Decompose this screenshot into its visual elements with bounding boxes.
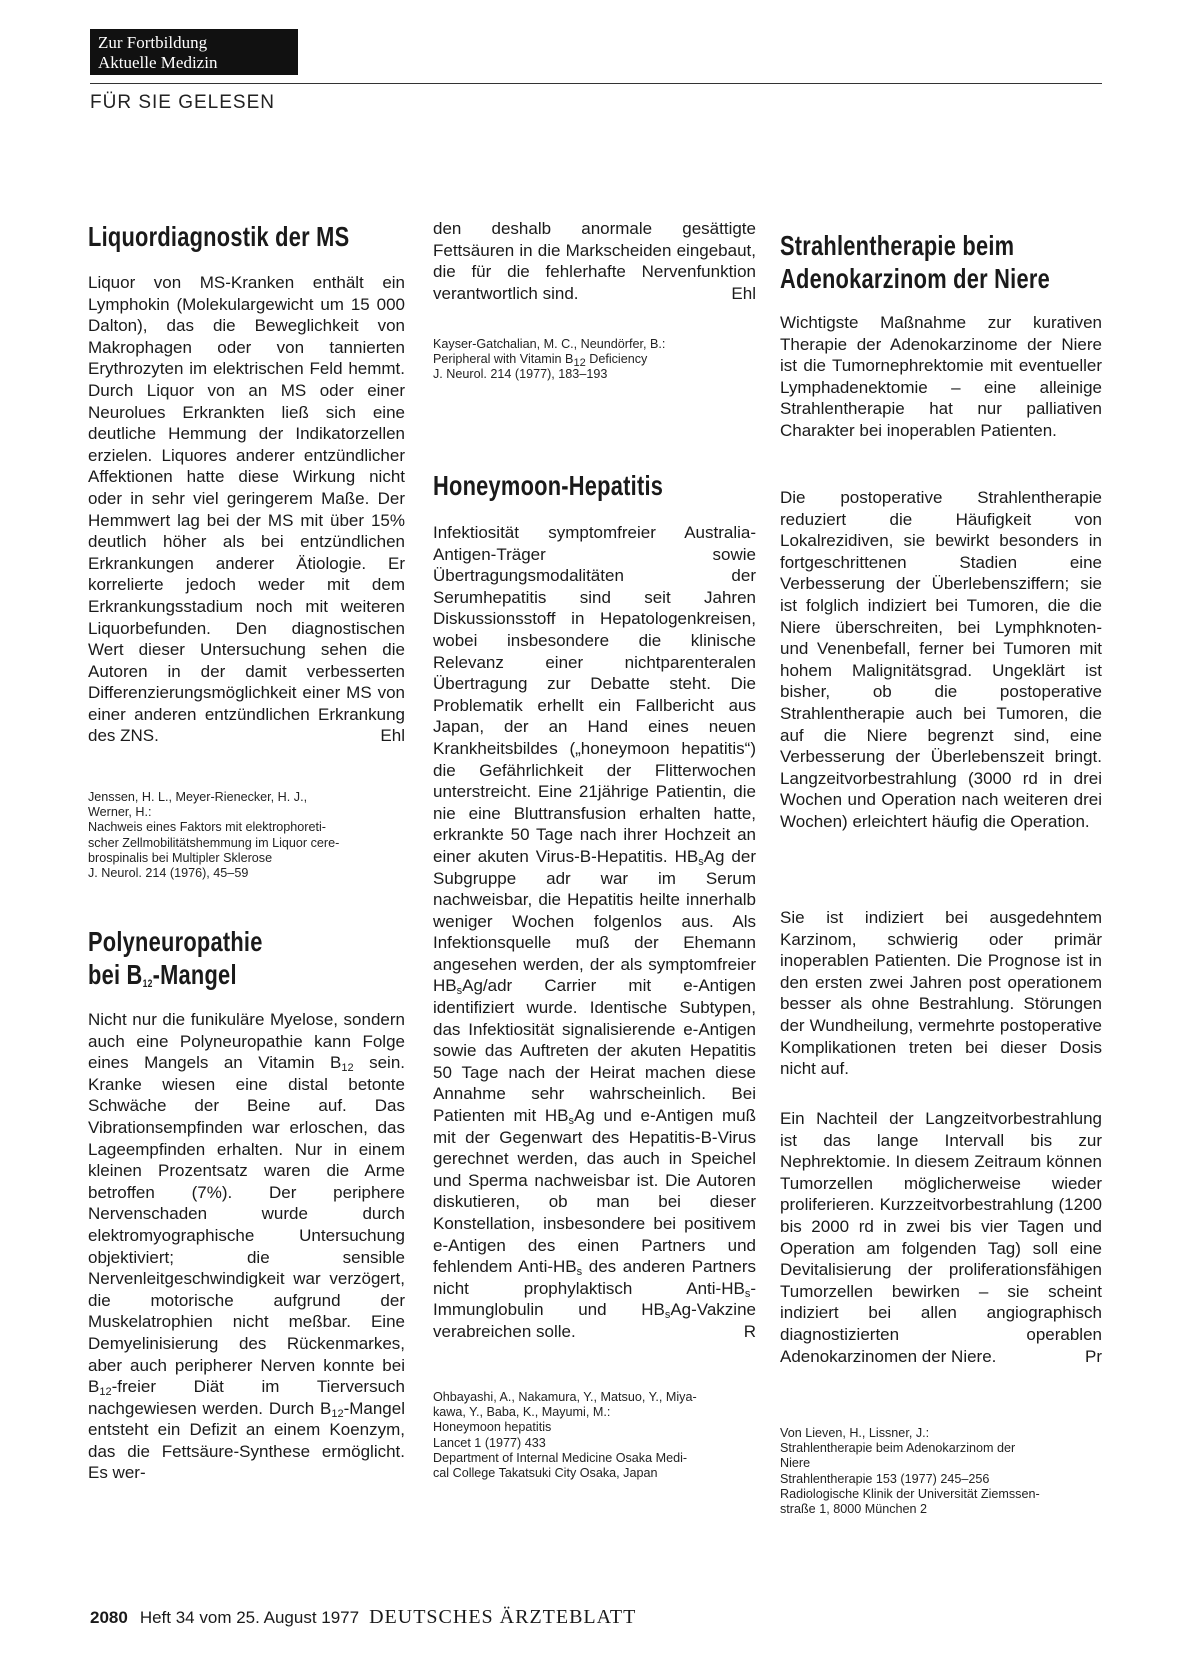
reference-line: Department of Internal Medicine Osaka Medi- bbox=[433, 1450, 688, 1465]
article-3-reference bbox=[433, 1390, 756, 1481]
reference-line: kawa, Y., Baba, K., Mayumi, M.: bbox=[433, 1405, 611, 1420]
reference-line: Strahlentherapie 153 (1977) 245–256 bbox=[780, 1471, 990, 1486]
article-1-title: Liquordiagnostik der MS bbox=[88, 221, 350, 252]
article-4-reference bbox=[780, 1426, 1102, 1517]
badge-line-1: Zur Fortbildung bbox=[98, 33, 208, 52]
reference-line: Ohbayashi, A., Nakamura, Y., Matsuo, Y., Miya- bbox=[433, 1390, 697, 1404]
reference-line: straße 1, 8000 München 2 bbox=[780, 1502, 928, 1517]
article-3-signature: R bbox=[743, 1321, 756, 1341]
reference-line: Jenssen, H. L., Meyer-Rienecker, H. J., bbox=[88, 790, 308, 804]
article-3-body bbox=[433, 522, 756, 1343]
article-4-text: Ein Nachteil der Langzeitvorbestrahlung ist das lange Intervall bis zur Nephrektomie. In diesem Zeitraum können Tumorzellen möglicherweise wieder proliferieren. Kurzzeitvorbestrahlung (1200 bis 2000 rd in zwei bis vier Tagen und Operation am folgenden Tag) soll eine Devitalisierung der proliferationsfähigen Tumorzellen bewirken – sie scheint indiziert bei allen angiographisch diagnostizierten operablen Adenokarzinomen der Niere. bbox=[780, 1109, 1102, 1366]
section-badge bbox=[90, 29, 298, 75]
article-2-text-continued: den deshalb anormale gesättigte Fettsäuren in die Markscheiden eingebaut, die für die fehlerhafte Nervenfunktion verantwortlich sind. bbox=[433, 219, 756, 303]
reference-line: Kayser-Gatchalian, M. C., Neundörfer, B.: bbox=[433, 337, 666, 351]
article-1-signature: Ehl bbox=[380, 726, 405, 746]
article-4-title bbox=[780, 229, 1050, 295]
reference-line: Peripheral with Vitamin $B_{12}$ Deficiency bbox=[433, 352, 648, 370]
article-4-paragraph-3: Sie ist indiziert bei ausgedehntem Karzinom, schwierig oder primär inoperablen Patienten. Die Prognose ist in den ersten zwei Jahren post operationem besser als ohne Bestrahlung. Störungen der Wundheilung, vermehrte postoperative Komplikationen treten bei dieser Dosis nicht auf. bbox=[780, 908, 1102, 1079]
article-2-title bbox=[88, 925, 263, 991]
reference-line: scher Zellmobilitätshemmung im Liquor cere- bbox=[88, 835, 340, 850]
article-1-reference bbox=[88, 790, 405, 881]
reference-line: brospinalis bei Multipler Sklerose bbox=[88, 850, 273, 865]
article-2-body-continued bbox=[433, 218, 756, 304]
article-2-reference bbox=[433, 337, 756, 383]
article-2-title-line-1: Polyneuropathie bbox=[88, 926, 263, 957]
reference-line: Strahlentherapie beim Adenokarzinom der bbox=[780, 1441, 1016, 1456]
badge-line-2: Aktuelle Medizin bbox=[98, 53, 218, 72]
article-2-body: Nicht nur die funikuläre Myelose, sondern auch eine Polyneuropathie kann Folge eines Mangels an Vitamin $B_{12}$ sein. Kranke wiesen eine distal betonte Schwäche der Beine auf. Das Vibrationsempfinden war erloschen, das Lageempfinden erhalten. Nur in einem kleinen Prozentsatz waren die Arme betroffen (7%). Der periphere Nervenschaden wurde durch elektromyographische Untersuchung objektiviert; die sensible Nervenleitgeschwindigkeit war verzögert, die motorische aufgrund der Muskelatrophien nicht meßbar. Eine Demyelinisierung des Rückenmarkes, aber auch peripherer Nerven konnte bei $B_{12}$-freier Diät im Tierversuch nachgewiesen werden. Durch $B_{12}$-Mangel entsteht ein Defizit an einem Koenzym, das die Fettsäure-Synthese ermöglicht. Es wer- bbox=[88, 1010, 405, 1483]
reference-line: Nachweis eines Faktors mit elektrophoreti- bbox=[88, 820, 326, 835]
reference-line: Honeymoon hepatitis bbox=[433, 1420, 552, 1435]
reference-line: Niere bbox=[780, 1456, 811, 1471]
article-4-signature: Pr bbox=[1085, 1346, 1102, 1366]
header-rule bbox=[90, 83, 1102, 84]
article-1-body bbox=[88, 272, 405, 747]
article-4-title-line-2: Adenokarzinom der Niere bbox=[780, 263, 1050, 294]
article-4-paragraph-4 bbox=[780, 1108, 1102, 1367]
article-4-paragraph-2: Die postoperative Strahlentherapie reduziert die Häufigkeit von Lokalrezidiven, sie bewirkt besonders in fortgeschrittenen Stadien eine Verbesserung der Überlebensziffern; sie ist folglich indiziert bei Tumoren, die die Niere überschreiten, bei Lymphknoten- und Venenbefall, ferner bei Tumoren mit hohem Malignitätsgrad. Ungeklärt ist bisher, ob die postoperative Strahlentherapie auch bei Tumoren, die auf die Niere begrenzt sind, eine Verbesserung der Überlebenszeit bringt. Langzeitvorbestrahlung (3000 rd in drei Wochen und Operation nach weiteren drei Wochen) erleichtert häufig die Operation. bbox=[780, 488, 1102, 831]
reference-line: J. Neurol. 214 (1976), 45–59 bbox=[88, 866, 249, 881]
reference-line: cal College Takatsuki City Osaka, Japan bbox=[433, 1466, 658, 1481]
article-4-title-line-1: Strahlentherapie beim bbox=[780, 230, 1015, 261]
page-footer bbox=[90, 1606, 636, 1629]
issue-info: Heft 34 vom 25. August 1977 bbox=[139, 1608, 360, 1627]
reference-line: Radiologische Klinik der Universität Ziemssen- bbox=[780, 1486, 1040, 1501]
article-1-text: Liquor von MS-Kranken enthält ein Lymphokin (Molekulargewicht um 15 000 Dalton), das die Beweglichkeit von Makrophagen oder von tannierten Erythrozyten im elektrischen Feld hemmt. Durch Liquor von an MS oder einer Neurolues Erkrankten ließ sich eine deutliche Hemmung der Indikatorzellen erzielen. Liquores anderer entzündlicher Affektionen hatte diese Wirkung nicht oder in sehr viel geringerem Maße. Der Hemmwert lag bei der MS mit über 15% deutlich höher als bei entzündlichen Erkrankungen anderer Ätiologie. Er korrelierte jedoch weder mit dem Erkrankungsstadium noch mit weiteren Liquorbefunden. Den diagnostischen Wert dieser Untersuchung sehen die Autoren in der damit verbesserten Differenzierungsmöglichkeit einer MS von einer anderen entzündlichen Erkrankung des ZNS. bbox=[88, 273, 405, 746]
page-number: 2080 bbox=[90, 1608, 128, 1627]
article-3-text: Infektiosität symptomfreier Australia-Antigen-Träger sowie Übertragungsmodalitäten der Serumhepatitis sind seit Jahren Diskussionsstoff in Hepatologenkreisen, wobei insbesondere die klinische Relevanz einer nichtparenteralen Übertragung zur Debatte steht. Die Problematik erhellt ein Fallbericht aus Japan, der an Hand eines neuen Krankheitsbildes („honeymoon hepatitis“) die Gefährlichkeit der Flitterwochen unterstreicht. Eine 21jährige Patientin, die nie eine Bluttransfusion erhalten hatte, erkrankte 50 Tage nach ihrer Hochzeit an einer akuten Virus-B-Hepatitis. $HB_sAg$ der Subgruppe adr war im Serum nachweisbar, die Hepatitis heilte innerhalb weniger Wochen folgenlos aus. Als Infektionsquelle muß der Ehemann angesehen werden, der als symptomfreier $HB_sAg$/adr Carrier mit e-Antigen identifiziert wurde. Identische Subtypen, das Infektiosität signalisierende e-Antigen sowie das Auftreten der akuten Hepatitis 50 Tage nach der Heirat machen diese Annahme sehr wahrscheinlich. Bei Patienten mit $HB_sAg$ und e-Antigen muß mit der Gegenwart des Hepatitis-B-Virus gerechnet werden, das auch in Speichel und Sperma nachweisbar ist. Die Autoren diskutieren, ob man bei dieser Konstellation, insbesondere bei positivem e-Antigen des einen Partners und fehlendem Anti-$HB_s$ des anderen Partners nicht prophylaktisch Anti-$HB_s$-Immunglobulin und $HB_sAg$-Vakzine verabreichen solle. bbox=[433, 523, 757, 1341]
article-4-paragraph-1: Wichtigste Maßnahme zur kurativen Therapie der Adenokarzinome der Niere ist die Tumornephrektomie mit eventueller Lymphadenektomie – eine alleinige Strahlentherapie hat nur palliativen Charakter bei inoperablen Patienten. bbox=[780, 313, 1102, 440]
article-2-title-line-2: bei $B_{12}$-Mangel bbox=[88, 959, 237, 990]
journal-name: DEUTSCHES ÄRZTEBLATT bbox=[369, 1606, 637, 1628]
reference-line: Von Lieven, H., Lissner, J.: bbox=[780, 1426, 930, 1440]
article-3-title: Honeymoon-Hepatitis bbox=[433, 470, 664, 501]
reference-line: J. Neurol. 214 (1977), 183–193 bbox=[433, 367, 608, 382]
reference-line: Lancet 1 (1977) 433 bbox=[433, 1435, 546, 1450]
reference-line: Werner, H.: bbox=[88, 805, 152, 820]
article-2-signature: Ehl bbox=[731, 283, 756, 303]
section-heading: FÜR SIE GELESEN bbox=[90, 92, 275, 113]
